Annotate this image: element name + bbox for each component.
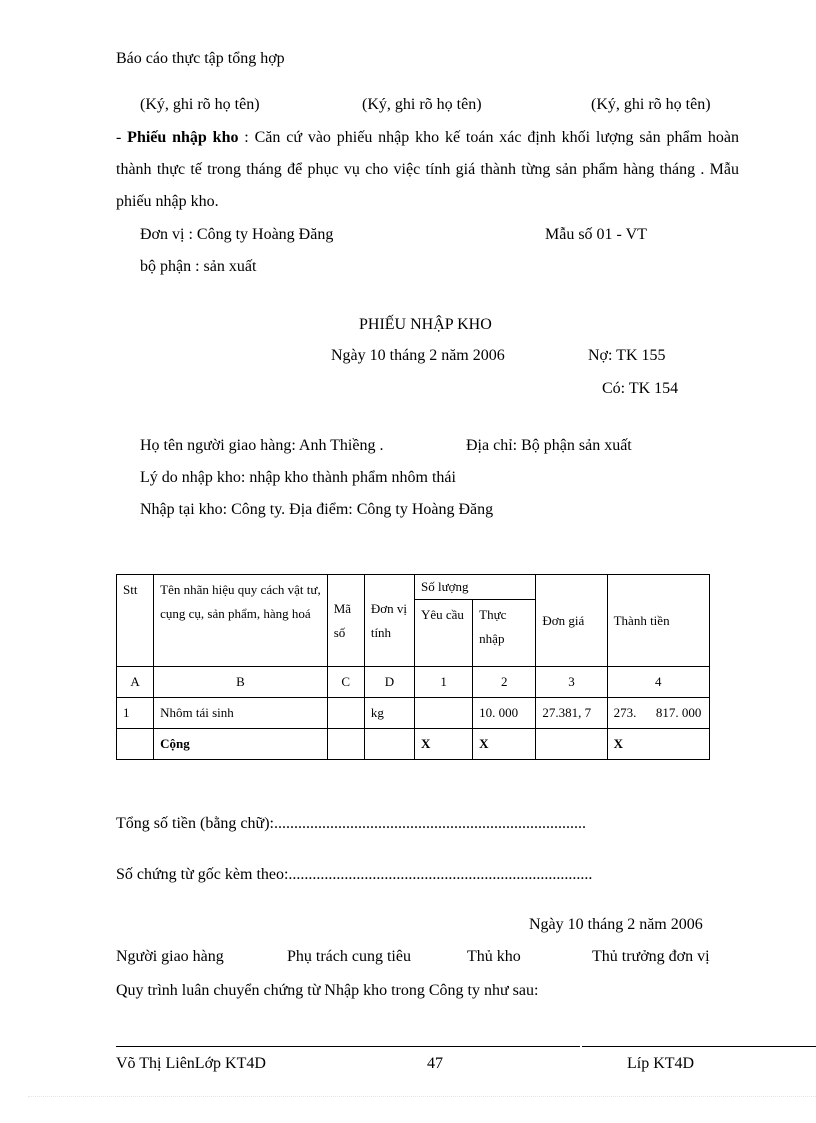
- process-note: Quy trình luân chuyển chứng từ Nhập kho trong Công ty như sau:: [116, 982, 539, 999]
- intro-prefix: -: [116, 129, 128, 146]
- table-code-row: [117, 667, 710, 698]
- total-requested: X: [414, 729, 472, 760]
- header-price: Đơn giá: [536, 575, 607, 667]
- code-cell: 4: [607, 667, 709, 698]
- header-stt: Stt: [117, 575, 154, 667]
- intro-paragraph: [116, 122, 739, 218]
- header-quantity: Số lượng: [414, 575, 535, 600]
- table-header-row: [117, 575, 710, 600]
- deliverer-line: Họ tên người giao hàng: Anh Thiềng .: [140, 437, 384, 454]
- row-name: Nhôm tái sinh: [154, 698, 328, 729]
- total-unit: [364, 729, 414, 760]
- amount-in-words: Tổng số tiền (bằng chữ):..............................................................................: [116, 815, 586, 832]
- address-line: Địa chỉ: Bộ phận sản xuất: [466, 437, 632, 454]
- form-date: Ngày 10 tháng 2 năm 2006: [331, 347, 505, 364]
- form-title: PHIẾU NHẬP KHO: [359, 316, 492, 333]
- signoff-role-3: Thủ kho: [467, 948, 521, 965]
- total-stt: [117, 729, 154, 760]
- total-label: Cộng: [154, 729, 328, 760]
- header-code: Mã số: [327, 575, 364, 667]
- table-row: [117, 698, 710, 729]
- code-cell: B: [154, 667, 328, 698]
- signature-label-1: (Ký, ghi rõ họ tên): [140, 96, 260, 113]
- location-line: Nhập tại kho: Công ty. Địa điểm: Công ty Hoàng Đăng: [140, 501, 494, 518]
- credit-account: Có: TK 154: [602, 380, 679, 397]
- code-cell: C: [327, 667, 364, 698]
- row-stt: 1: [117, 698, 154, 729]
- intro-text: : Căn cứ vào phiếu nhập kho kế toán xác định khối lượng sản phẩm hoàn thành thực tế trong tháng để phục vụ cho việc tính giá thành từng sản phẩm hàng tháng . Mẫu phiếu nhập kho.: [116, 129, 739, 210]
- attached-documents: Số chứng từ gốc kèm theo:............................................................................: [116, 866, 593, 883]
- total-price: [536, 729, 607, 760]
- debit-account: Nợ: TK 155: [588, 347, 666, 364]
- row-unit: kg: [364, 698, 414, 729]
- header-unit: Đơn vị tính: [364, 575, 414, 667]
- signature-label-3: (Ký, ghi rõ họ tên): [591, 96, 711, 113]
- footer-class: Líp KT4D: [627, 1055, 695, 1072]
- row-requested: [414, 698, 472, 729]
- header-name: Tên nhãn hiệu quy cách vật tư, cụng cụ, sản phẩm, hàng hoá: [154, 575, 328, 667]
- report-header: Báo cáo thực tập tổng hợp: [116, 50, 285, 67]
- row-actual: 10. 000: [473, 698, 536, 729]
- total-amount: X: [607, 729, 709, 760]
- code-cell: D: [364, 667, 414, 698]
- footer-rule-left: [116, 1046, 580, 1047]
- header-actual: Thực nhập: [473, 600, 536, 667]
- signoff-role-1: Người giao hàng: [116, 948, 224, 965]
- code-cell: A: [117, 667, 154, 698]
- total-actual: X: [473, 729, 536, 760]
- code-cell: 3: [536, 667, 607, 698]
- form-number: Mẫu số 01 - VT: [545, 226, 647, 243]
- footer-page-number: 47: [427, 1055, 443, 1072]
- unit-line: Đơn vị : Công ty Hoàng Đăng: [140, 226, 334, 243]
- header-amount: Thành tiền: [607, 575, 709, 667]
- signoff-date: Ngày 10 tháng 2 năm 2006: [529, 916, 703, 933]
- signature-label-2: (Ký, ghi rõ họ tên): [362, 96, 482, 113]
- table-total-row: [117, 729, 710, 760]
- total-code: [327, 729, 364, 760]
- footer-rule-right: [582, 1046, 816, 1047]
- department-line: bộ phận : sản xuất: [140, 258, 257, 275]
- reason-line: Lý do nhập kho: nhập kho thành phẩm nhôm thái: [140, 469, 456, 486]
- receipt-table: [116, 574, 710, 760]
- intro-bold-term: Phiếu nhập kho: [127, 129, 239, 146]
- signoff-role-4: Thủ trưởng đơn vị: [592, 948, 710, 965]
- row-code: [327, 698, 364, 729]
- row-price: 27.381, 7: [536, 698, 607, 729]
- signoff-role-2: Phụ trách cung tiêu: [287, 948, 411, 965]
- footer-author: Võ Thị LiênLớp KT4D: [116, 1055, 266, 1072]
- page-edge-rule: [28, 1096, 816, 1097]
- row-amount: 273. 817. 000: [607, 698, 709, 729]
- header-requested: Yêu cầu: [414, 600, 472, 667]
- code-cell: 1: [414, 667, 472, 698]
- code-cell: 2: [473, 667, 536, 698]
